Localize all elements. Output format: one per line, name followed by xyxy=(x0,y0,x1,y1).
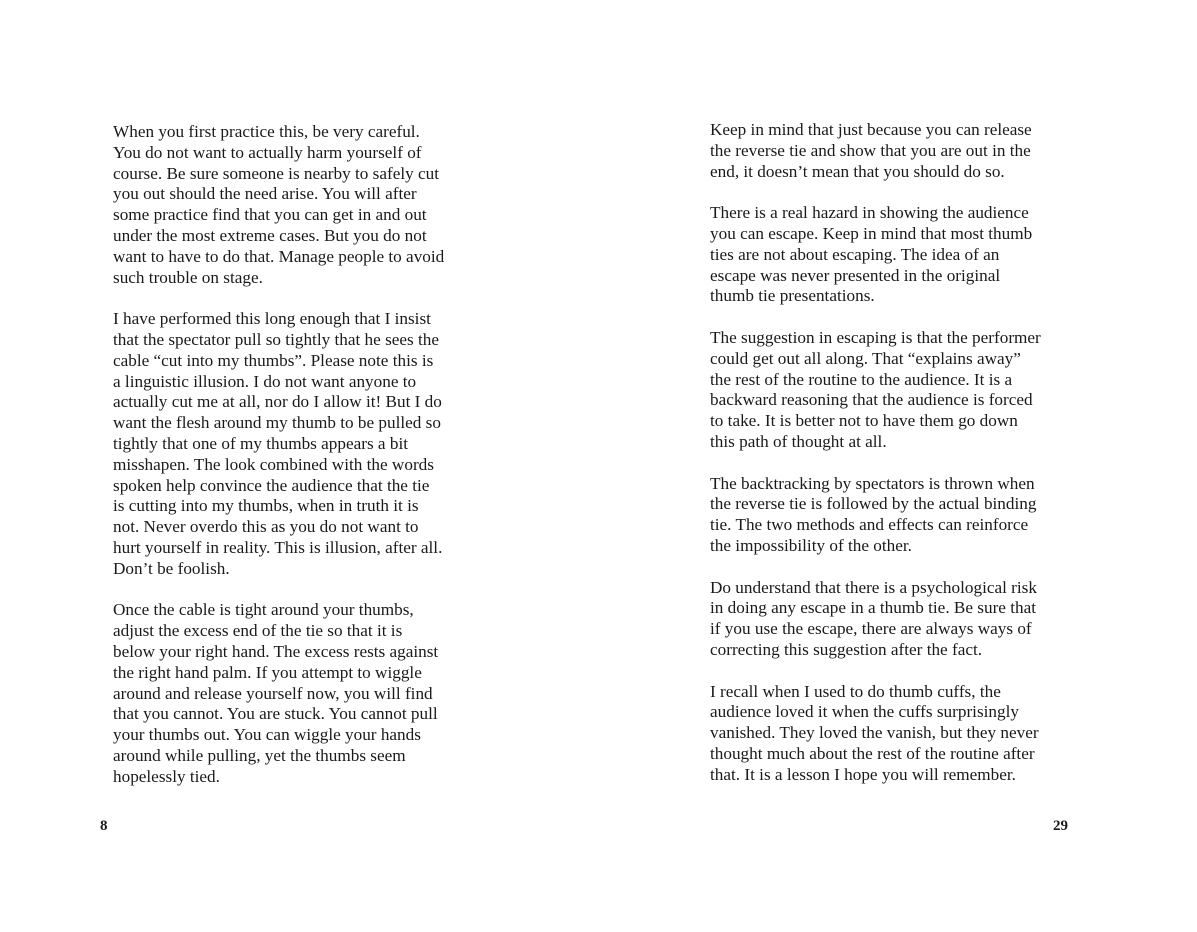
text-line: backward reasoning that the audience is forced xyxy=(710,390,1033,410)
text-line: you out should the need arise. You will after xyxy=(113,184,417,204)
text-line: want the flesh around my thumb to be pulled so xyxy=(113,413,441,433)
text-line: correcting this suggestion after the fact. xyxy=(710,639,983,659)
text-line: that the spectator pull so tightly that he sees the xyxy=(113,329,440,349)
text-line: Do understand that there is a psychological risk xyxy=(710,577,1037,597)
page-number-left: 8 xyxy=(100,818,108,834)
text-line: audience loved it when the cuffs surprisingly xyxy=(710,702,1019,722)
text-line: could get out all along. That “explains away” xyxy=(710,348,1021,368)
text-line: spoken help convince the audience that the tie xyxy=(113,475,430,495)
text-line: the reverse tie and show that you are out in the xyxy=(710,140,1031,160)
right-page-text xyxy=(710,120,1075,806)
text-line: want to have to do that. Manage people to avoid xyxy=(113,246,445,266)
left-page-text xyxy=(113,122,483,808)
text-line: below your right hand. The excess rests against xyxy=(113,641,439,661)
text-line: I have performed this long enough that I insist xyxy=(113,309,431,329)
text-line: The backtracking by spectators is thrown when xyxy=(710,473,1035,493)
paragraph xyxy=(710,120,1075,182)
text-line: you can escape. Keep in mind that most thumb xyxy=(710,223,1033,243)
text-line: your thumbs out. You can wiggle your hands xyxy=(113,725,421,745)
text-line: There is a real hazard in showing the audience xyxy=(710,203,1029,223)
text-line: hopelessly tied. xyxy=(113,766,220,786)
text-line: misshapen. The look combined with the words xyxy=(113,454,434,474)
text-line: vanished. They loved the vanish, but they never xyxy=(710,723,1039,743)
paragraph xyxy=(710,474,1075,557)
text-line: ties are not about escaping. The idea of an xyxy=(710,244,1000,264)
text-line: this path of thought at all. xyxy=(710,431,887,451)
text-line: around and release yourself now, you will find xyxy=(113,683,433,703)
text-line: tie. The two methods and effects can reinforce xyxy=(710,515,1029,535)
text-line: under the most extreme cases. But you do not xyxy=(113,225,427,245)
text-line: such trouble on stage. xyxy=(113,267,263,287)
left-page xyxy=(0,0,598,932)
text-line: that. It is a lesson I hope you will remember. xyxy=(710,764,1016,784)
paragraph xyxy=(710,328,1075,453)
text-line: thought much about the rest of the routine after xyxy=(710,743,1035,763)
text-line: the right hand palm. If you attempt to wiggle xyxy=(113,662,422,682)
text-line: Once the cable is tight around your thumbs, xyxy=(113,600,414,620)
text-line: if you use the escape, there are always ways of xyxy=(710,619,1032,639)
text-line: that you cannot. You are stuck. You cannot pull xyxy=(113,704,438,724)
paragraph xyxy=(710,682,1075,786)
text-line: actually cut me at all, nor do I allow it! But I do xyxy=(113,392,442,412)
text-line: to take. It is better not to have them go down xyxy=(710,411,1018,431)
text-line: hurt yourself in reality. This is illusion, after all. xyxy=(113,537,443,557)
text-line: some practice find that you can get in and out xyxy=(113,205,427,225)
text-line: around while pulling, yet the thumbs seem xyxy=(113,745,406,765)
text-line: the rest of the routine to the audience. It is a xyxy=(710,369,1013,389)
text-line: Don’t be foolish. xyxy=(113,558,230,578)
text-line: cable “cut into my thumbs”. Please note this is xyxy=(113,350,434,370)
paragraph xyxy=(113,309,483,579)
text-line: the impossibility of the other. xyxy=(710,535,912,555)
paragraph xyxy=(113,122,483,288)
right-page xyxy=(598,0,1197,932)
text-line: is cutting into my thumbs, when in truth it is xyxy=(113,496,419,516)
text-line: end, it doesn’t mean that you should do so. xyxy=(710,161,1005,181)
text-line: You do not want to actually harm yourself of xyxy=(113,142,422,162)
text-line: I recall when I used to do thumb cuffs, the xyxy=(710,681,1001,701)
text-line: course. Be sure someone is nearby to safely cut xyxy=(113,163,439,183)
text-line: in doing any escape in a thumb tie. Be sure that xyxy=(710,598,1037,618)
page-number-right: 29 xyxy=(1053,818,1068,834)
paragraph xyxy=(710,203,1075,307)
text-line: a linguistic illusion. I do not want anyone to xyxy=(113,371,417,391)
paragraph xyxy=(710,578,1075,661)
text-line: Keep in mind that just because you can release xyxy=(710,120,1032,139)
text-line: adjust the excess end of the tie so that it is xyxy=(113,621,403,641)
text-line: tightly that one of my thumbs appears a bit xyxy=(113,433,408,453)
text-line: When you first practice this, be very careful. xyxy=(113,122,420,141)
text-line: not. Never overdo this as you do not want to xyxy=(113,517,419,537)
text-line: the reverse tie is followed by the actual binding xyxy=(710,494,1037,514)
text-line: The suggestion in escaping is that the performer xyxy=(710,327,1041,347)
text-line: escape was never presented in the original xyxy=(710,265,1001,285)
text-line: thumb tie presentations. xyxy=(710,286,875,306)
paragraph xyxy=(113,600,483,787)
